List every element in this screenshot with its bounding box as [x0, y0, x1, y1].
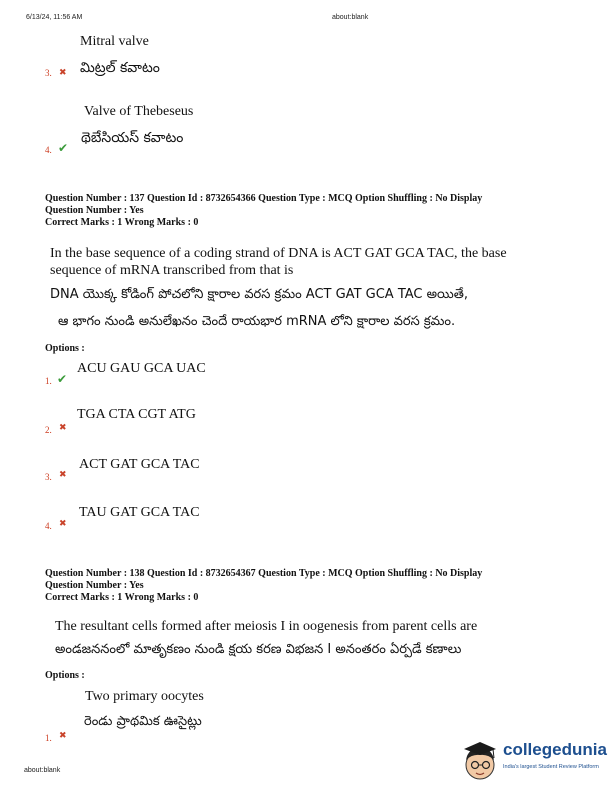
wrong-mark-icon: ✖: [59, 67, 67, 77]
question-138-options-label: Options :: [45, 670, 85, 681]
logo-tagline: India's largest Student Review Platform: [503, 764, 599, 770]
correct-check-icon: ✔: [57, 372, 68, 386]
correct-check-icon: ✔: [58, 141, 69, 155]
q137-option-1-text: ACU GAU GCA UAC: [77, 361, 206, 376]
print-footer-url: about:blank: [24, 767, 61, 774]
question-137-options-label: Options :: [45, 343, 85, 354]
q137-option-2-text: TGA CTA CGT ATG: [77, 407, 196, 422]
wrong-mark-icon: ✖: [59, 730, 67, 740]
q137-option-4-number: 4.: [45, 521, 52, 531]
question-138-text-te: అండజననంలో మాతృకణం నుండి క్షయ కరణ విభజన I అనంతరం ఏర్పడే కణాలు: [55, 642, 462, 657]
q137-option-3-text: ACT GAT GCA TAC: [79, 457, 200, 472]
q137-option-3-number: 3.: [45, 472, 52, 482]
wrong-mark-icon: ✖: [59, 422, 67, 432]
graduate-mascot-icon: [460, 738, 502, 784]
q137-option-2-number: 2.: [45, 425, 52, 435]
question-138-meta: Question Number : 138 Question Id : 8732654367 Question Type : MCQ Option Shuffling : No Display Question Number : Yes Correct Marks : 1 Wrong Marks : 0: [45, 568, 483, 603]
question-138-text-en: The resultant cells formed after meiosis I in oogenesis from parent cells are: [55, 619, 478, 634]
option-4-number: 4.: [45, 145, 52, 155]
option-4-telugu: థెబేసియస్ కవాటం: [81, 130, 184, 146]
option-3-telugu: మిట్రల్ కవాటం: [80, 60, 160, 76]
print-page-title: about:blank: [332, 14, 369, 21]
question-137-meta: Question Number : 137 Question Id : 8732654366 Question Type : MCQ Option Shuffling : No Display Question Number : Yes Correct Marks : 1 Wrong Marks : 0: [45, 193, 483, 228]
collegedunia-logo[interactable]: [460, 738, 612, 786]
question-137-text-en-1: In the base sequence of a coding strand of DNA is ACT GAT GCA TAC, the base: [50, 246, 507, 261]
option-3-english: Mitral valve: [80, 34, 149, 49]
q138-option-1-telugu: రెండు ప్రాథమిక ఊసైట్లు: [84, 714, 202, 729]
wrong-mark-icon: ✖: [59, 518, 67, 528]
question-137-text-en-2: sequence of mRNA transcribed from that is: [50, 263, 294, 278]
question-137-text-te-2: ఆ భాగం నుండి అనులేఖనం చెందే రాయభార mRNA లోని క్షారాల వరస క్రమం.: [58, 314, 456, 329]
wrong-mark-icon: ✖: [59, 469, 67, 479]
question-137-text-te-1: DNA యొక్క కోడింగ్ పోచలోని క్షారాల వరస క్రమం ACT GAT GCA TAC అయితే,: [50, 287, 468, 302]
logo-wordmark: collegedunia: [503, 740, 607, 759]
option-3-number: 3.: [45, 68, 52, 78]
q138-option-1-number: 1.: [45, 733, 52, 743]
q138-option-1-english: Two primary oocytes: [85, 689, 204, 704]
q137-option-4-text: TAU GAT GCA TAC: [79, 505, 200, 520]
q137-option-1-number: 1.: [45, 376, 52, 386]
option-4-english: Valve of Thebeseus: [84, 104, 194, 119]
print-datetime: 6/13/24, 11:56 AM: [26, 14, 83, 21]
